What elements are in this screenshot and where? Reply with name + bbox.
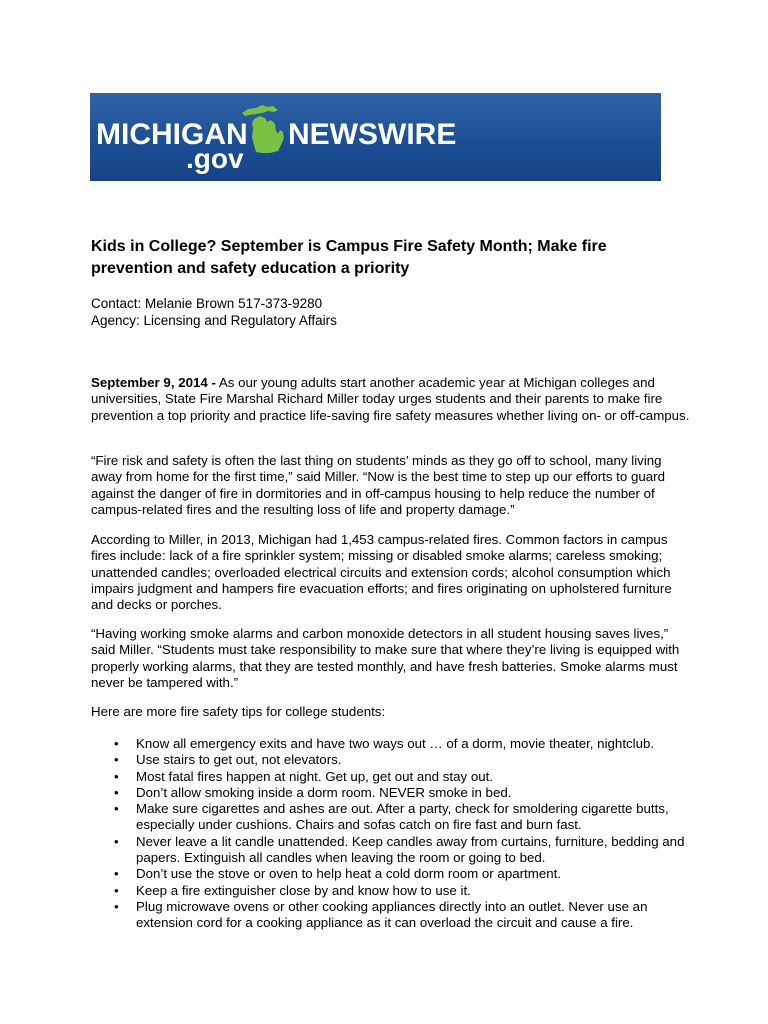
list-item: • Plug microwave ovens or other cooking appliances directly into an outlet. Never use an extension cord for a cooking appliance as it can overload the circuit and cause a fire. [114,898,648,931]
brand-newswire-text: NEWSWIRE [288,118,457,151]
list-item: • Make sure cigarettes and ashes are out. After a party, check for smoldering cigarette butts, especially under cushions. Chairs and sofas catch on fire fast and burn fast. [114,801,669,833]
lead-paragraph-text: As our young adults start another academic year at Michigan colleges and universities, State Fire Marshal Richard Miller today urges students and their parents to make fire prevention a top priority and practice life-saving fire safety measures whether living on- or off-campus. [91,375,690,423]
article-meta [91,295,337,329]
brand-michigan-text: MICHIGAN [96,118,248,151]
dateline: September 9, 2014 - [91,375,216,390]
list-item: • Most fatal fires happen at night. Get up, get out and stay out. [114,768,494,784]
list-item: • Don’t use the stove or oven to help heat a cold dorm room or apartment. [114,866,561,882]
bullet: • [114,736,119,751]
quote-paragraph-2: “Having working smoke alarms and carbon monoxide detectors in all student housing saves lives,” said Miller. “Students must take responsibility to make sure that where they’re living is equipped with properly working alarms, that they are tested monthly, and have fresh batteries. Smoke alarms must never be tampered with.” [91,626,680,690]
fire-safety-tips-list [91,736,691,932]
bullet: • [114,866,119,882]
bullet: • [114,801,119,817]
lead-paragraph [91,375,691,424]
article-title: Kids in College? September is Campus Fire Safety Month; Make fire prevention and safety education a priority [91,238,607,277]
bullet: • [114,833,119,849]
tips-intro: Here are more fire safety tips for college students: [91,704,386,719]
list-item: • Don’t allow smoking inside a dorm room. NEVER smoke in bed. [114,784,512,800]
brand-gov-text: .gov [186,143,244,174]
michigan-map-logo-icon [240,103,288,155]
list-item: • Never leave a lit candle unattended. Keep candles away from curtains, furniture, bedding and papers. Extinguish all candles when leaving the room or going to bed. [114,833,685,866]
list-item: • Know all emergency exits and have two ways out … of a dorm, movie theater, nightclub. [114,736,655,751]
bullet: • [114,752,119,768]
agency-line: Agency: Licensing and Regulatory Affairs [91,313,337,328]
list-item: • Use stairs to get out, not elevators. [114,752,342,768]
quote-paragraph-1: “Fire risk and safety is often the last thing on students’ minds as they go off to school, many living away from home for the first time,” said Miller. “Now is the best time to step up our efforts to guard against the danger of fire in dormitories and in off-campus housing to help reduce the number of campus-related fires and the resulting loss of life and property damage.” [91,453,665,517]
statistics-paragraph: According to Miller, in 2013, Michigan had 1,453 campus-related fires. Common factors in campus fires include: lack of a fire sprinkler system; missing or disabled smoke alarms; careless smoking; unattended candles; overloaded electrical circuits and extension cords; alcohol consumption which impairs judgment and hampers fire evacuation efforts; and fires originating on upholstered furniture and decks or porches. [91,532,672,613]
bullet: • [114,882,119,898]
list-item: • Keep a fire extinguisher close by and know how to use it. [114,882,471,898]
bullet: • [114,784,119,800]
contact-line: Contact: Melanie Brown 517-373-9280 [91,296,323,311]
bullet: • [114,898,119,914]
michigan-newswire-banner [90,93,661,181]
bullet: • [114,768,119,784]
